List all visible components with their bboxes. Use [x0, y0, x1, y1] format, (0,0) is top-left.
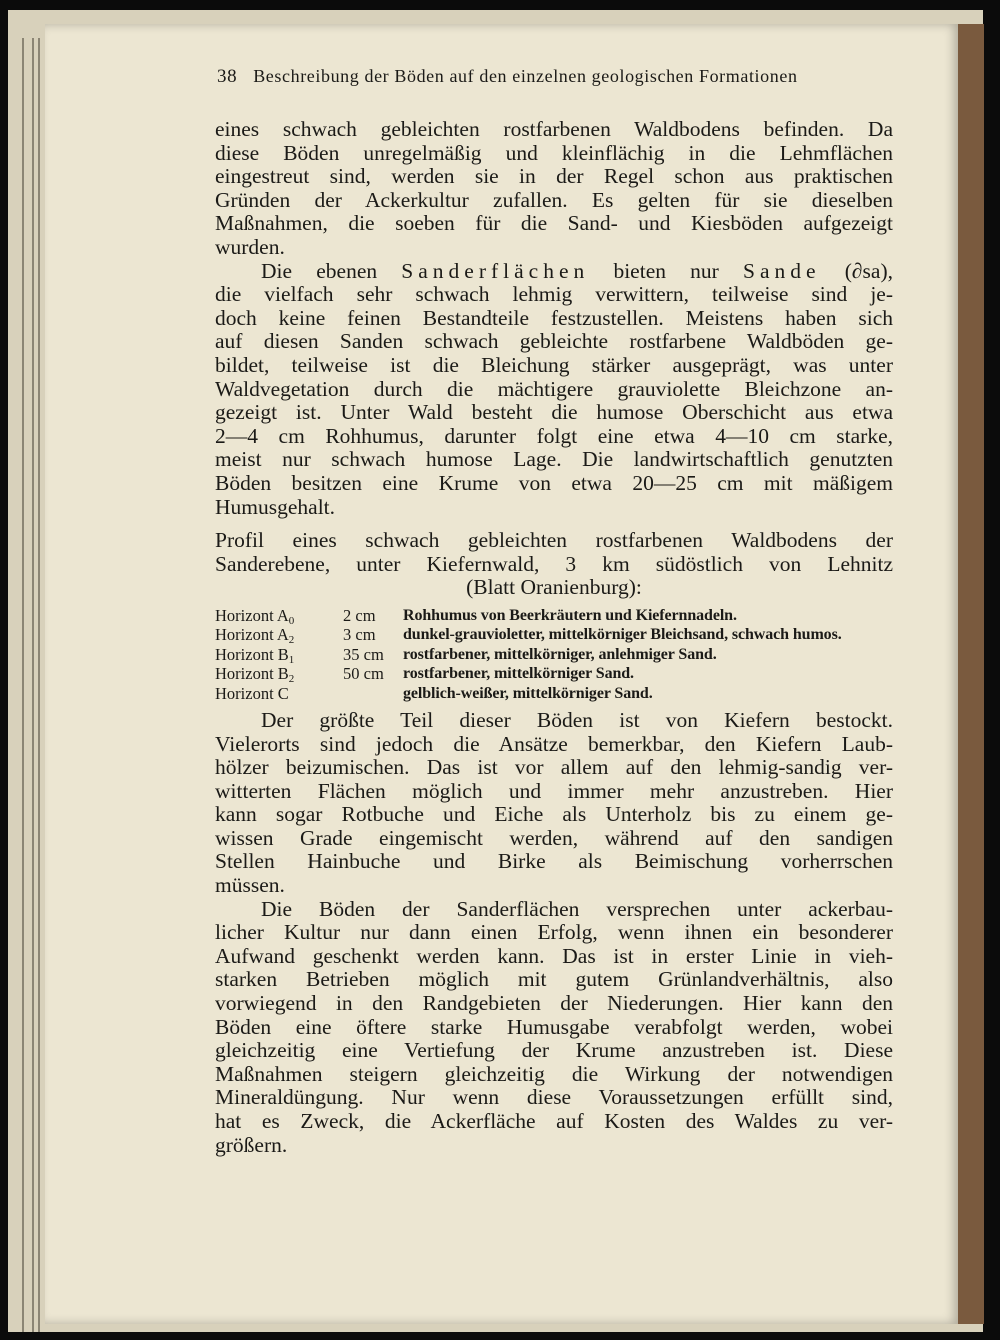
text-line: Maßnahmen, die soeben für die Sand- und Kiesböden aufgezeigt [215, 211, 893, 236]
text-line: diese Böden unregelmäßig und kleinflächig in die Lehmflächen [215, 140, 893, 165]
text-line: Mineraldüngung. Nur wenn diese Voraussetzungen erfüllt sind, [215, 1085, 893, 1110]
horizon-label: Horizont $A_0$ [215, 605, 295, 627]
text-line: witterten Flächen möglich und immer mehr anzustreben. Hier [215, 778, 893, 803]
text-line: Waldvegetation durch die mächtigere grauviolette Bleichzone an- [215, 376, 893, 401]
text-line: hölzer beizumischen. Das ist vor allem auf den lehmig-sandig ver- [215, 755, 893, 780]
text-line: Die Böden der Sanderflächen versprechen unter ackerbau- [261, 896, 893, 921]
text-line: starken Betrieben möglich mit gutem Grünlandverhältnis, also [215, 967, 893, 992]
text-line: licher Kultur nur dann einen Erfolg, wenn ihnen ein besonderer [215, 920, 893, 945]
text-line [215, 260, 893, 284]
text-line: 2—4 cm Rohhumus, darunter folgt eine etwa 4—10 cm starke, [215, 423, 893, 448]
page-edge-line [22, 38, 24, 1332]
text-line: Sanderebene, unter Kiefernwald, 3 km südöstlich von Lehnitz [215, 551, 893, 576]
table-row [215, 606, 893, 625]
horizon-depth: 3 cm [343, 625, 376, 645]
horizon-depth: 2 cm [343, 605, 376, 625]
horizon-label: Horizont $B_2$ [215, 664, 295, 686]
table-row [215, 664, 893, 683]
page-number: 38 [217, 66, 238, 87]
horizon-depth: 50 cm [343, 664, 384, 684]
text-line: gezeigt ist. Unter Wald besteht die humose Oberschicht aus etwa [215, 400, 893, 425]
text-line: wurden. [215, 234, 285, 259]
horizon-description: rostfarbener, mittelkörniger Sand. [403, 665, 634, 683]
text-line: müssen. [215, 873, 285, 898]
horizon-depth: 35 cm [343, 644, 384, 664]
page-edge-line [32, 38, 34, 1332]
text-line: Der größte Teil dieser Böden ist von Kiefern bestockt. [261, 707, 893, 732]
text-line: eingestreut sind, werden sie in der Regel schon aus praktischen [215, 164, 893, 189]
text-line: Böden eine öftere starke Humusgabe verabfolgt werden, wobei [215, 1014, 893, 1039]
horizon-depth [343, 684, 403, 703]
text-line: bildet, teilweise ist die Bleichung stärker ausgeprägt, was unter [215, 352, 893, 377]
paragraph-3 [215, 709, 893, 898]
text-line: die vielfach sehr schwach lehmig verwittern, teilweise sind je- [215, 282, 893, 307]
paragraph-1 [215, 118, 893, 260]
running-title: Beschreibung der Böden auf den einzelnen geologischen Formationen [253, 66, 798, 86]
horizon-label: Horizont C [215, 683, 289, 703]
text-line: vorwiegend in den Randgebieten der Niederungen. Hier kann den [215, 991, 893, 1016]
text-line: meist nur schwach humose Lage. Die landwirtschaftlich genutzten [215, 447, 893, 472]
horizon-label: Horizont $A_2$ [215, 625, 295, 647]
table-row [215, 645, 893, 664]
paragraph-2 [215, 260, 893, 520]
text-fragment: Die ebenen [261, 258, 378, 283]
text-line: eines schwach gebleichten rostfarbenen Waldbodens befinden. Da [215, 117, 893, 141]
table-row [215, 625, 893, 644]
text-fragment: bieten nur [613, 258, 719, 283]
horizon-description: Rohhumus von Beerkräutern und Kiefernnadeln. [403, 606, 737, 624]
running-header [217, 66, 893, 88]
spaced-term: Sanderflächen [401, 258, 590, 283]
text-line: Aufwand geschenkt werden kann. Das ist in erster Linie in vieh- [215, 943, 893, 968]
text-line: Humusgehalt. [215, 494, 336, 519]
spaced-term: Sande [743, 258, 821, 283]
text-line: doch keine feinen Bestandteile festzustellen. Meistens haben sich [215, 305, 893, 330]
text-line: Maßnahmen steigern gleichzeitig die Wirkung der notwendigen [215, 1061, 893, 1086]
geologic-symbol: (∂sa), [844, 258, 893, 283]
profile-caption [215, 529, 893, 600]
table-row [215, 684, 893, 703]
text-line: (Blatt Oranienburg): [466, 575, 642, 600]
text-line: Gründen der Ackerkultur zufallen. Es gelten für sie dieselben [215, 187, 893, 212]
horizon-table [215, 606, 893, 703]
paragraph-4 [215, 898, 893, 1158]
horizon-description: dunkel-grauvioletter, mittelkörniger Bleichsand, schwach humos. [403, 626, 842, 644]
page-edge-line [38, 38, 40, 1332]
text-line: Profil eines schwach gebleichten rostfarbenen Waldbodens der [215, 528, 893, 553]
text-line: auf diesen Sanden schwach gebleichte rostfarbene Waldböden ge- [215, 329, 893, 354]
text-line: gleichzeitig eine Vertiefung der Krume anzustreben ist. Diese [215, 1038, 893, 1063]
text-line: größern. [215, 1132, 288, 1157]
page-right-margin-strip [958, 24, 984, 1324]
horizon-description: rostfarbener, mittelkörniger, anlehmiger Sand. [403, 645, 717, 663]
page-content [215, 66, 893, 1157]
text-line: hat es Zweck, die Ackerfläche auf Kosten des Waldes zu ver- [215, 1109, 893, 1133]
text-line: wissen Grade eingemischt werden, während auf den sandigen [215, 825, 893, 850]
text-line: Böden besitzen eine Krume von etwa 20—25 cm mit mäßigem [215, 470, 893, 495]
horizon-description: gelblich-weißer, mittelkörniger Sand. [403, 684, 653, 702]
horizon-label: Horizont $B_1$ [215, 644, 295, 666]
text-line: Stellen Hainbuche und Birke als Beimischung vorherrschen [215, 849, 893, 874]
text-line: kann sogar Rotbuche und Eiche als Unterholz bis zu einem ge- [215, 802, 893, 827]
text-line: Vielerorts sind jedoch die Ansätze bemerkbar, den Kiefern Laub- [215, 731, 893, 756]
